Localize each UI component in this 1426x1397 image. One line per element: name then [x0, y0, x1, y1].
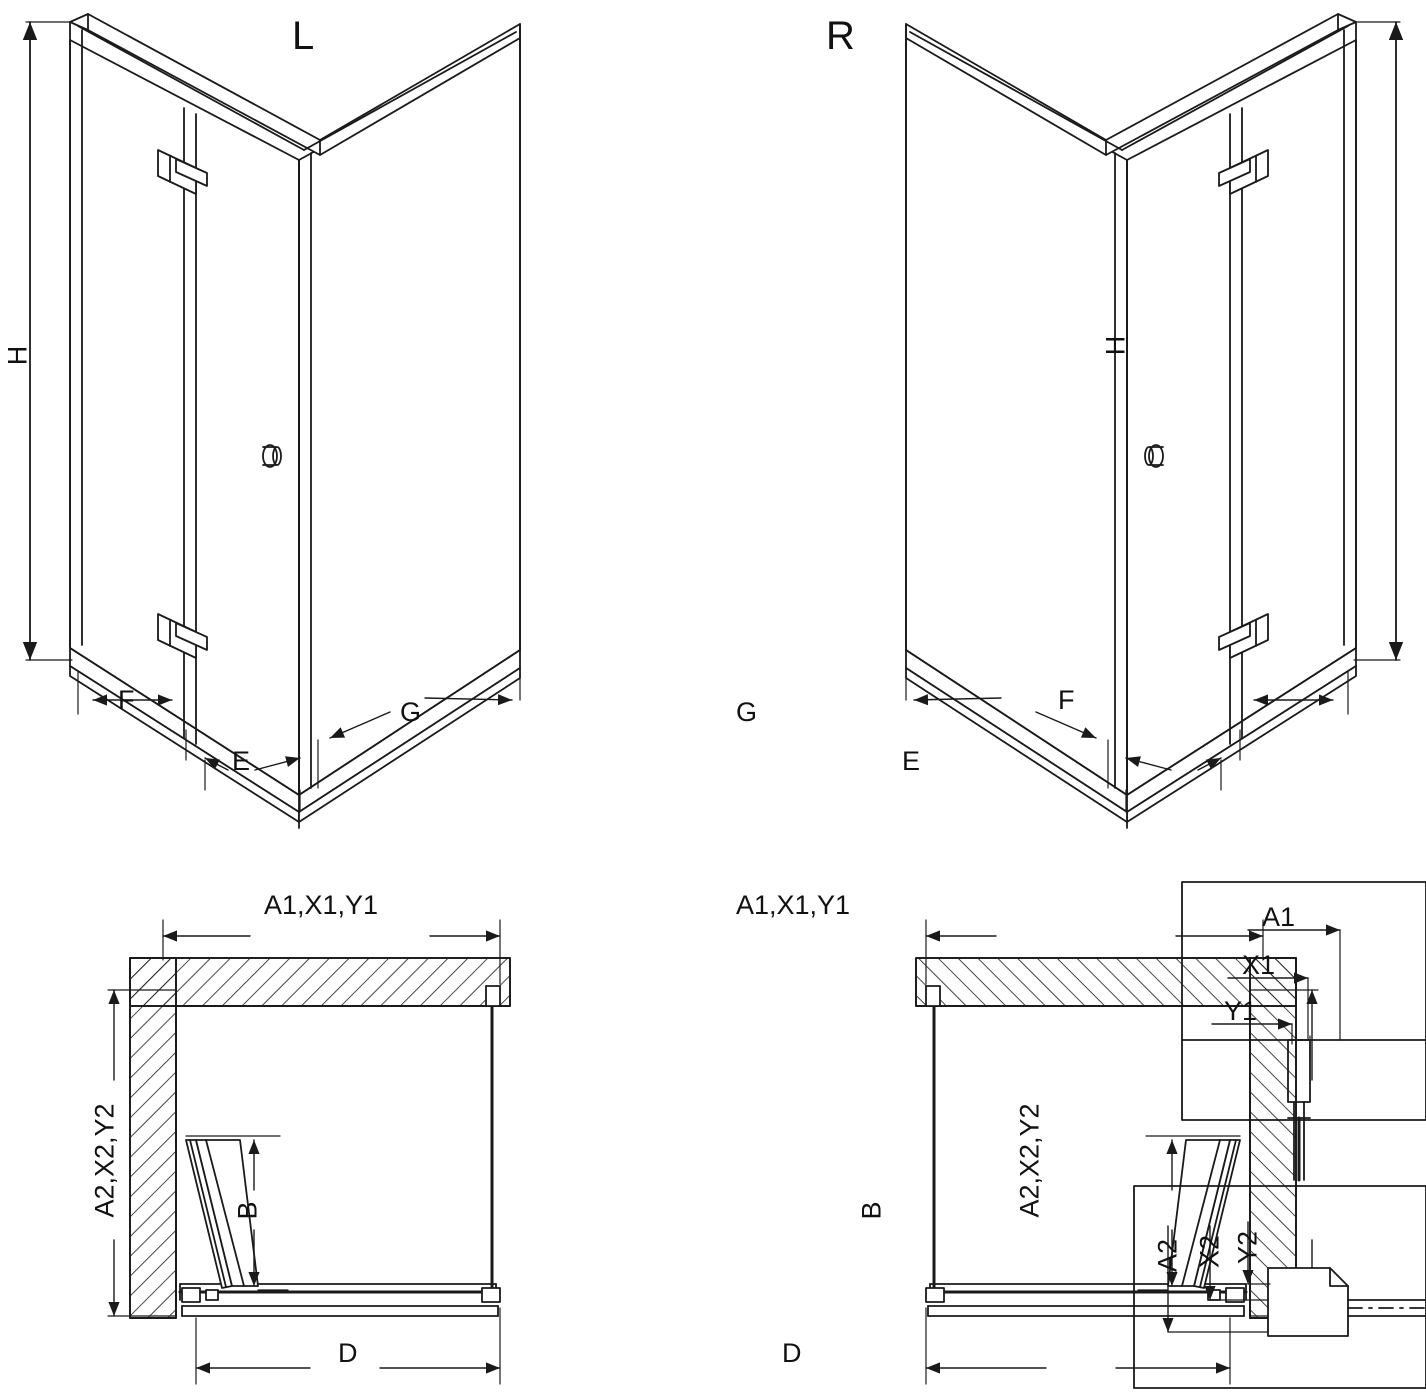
height-label-right: H [1100, 335, 1131, 356]
plan-right-side-dim: A2,X2,Y2 [1014, 1103, 1045, 1218]
detail-bottom-label-a2: A2 [1152, 1238, 1183, 1273]
detail-bottom-label-x2: X2 [1194, 1234, 1225, 1269]
plan-left-side-dim: A2,X2,Y2 [89, 1103, 120, 1218]
variant-label-right: R [826, 14, 855, 58]
iso-left-label-f: F [118, 685, 135, 715]
plan-right-top-dim: A1,X1,Y1 [736, 890, 851, 920]
plan-left-inner-dim: B [232, 1201, 263, 1220]
plan-left-bottom-dim: D [338, 1338, 358, 1368]
iso-right-label-g: G [736, 697, 758, 727]
iso-right-label-e: E [902, 746, 921, 776]
iso-view-left [26, 14, 520, 828]
plan-left-top-dim: A1,X1,Y1 [264, 890, 379, 920]
variant-label-left: L [292, 14, 315, 58]
detail-top-label-y1: Y1 [1224, 996, 1258, 1026]
plan-right-bottom-dim: D [782, 1338, 802, 1368]
detail-top-label-a1: A1 [1262, 902, 1296, 932]
plan-view-left [108, 920, 510, 1384]
detail-view-top [1182, 882, 1426, 1180]
plan-right-inner-dim: B [856, 1201, 887, 1220]
iso-left-label-e: E [232, 746, 251, 776]
iso-right-label-f: F [1058, 685, 1075, 715]
iso-left-label-g: G [400, 697, 422, 727]
detail-top-label-x1: X1 [1242, 950, 1276, 980]
detail-bottom-label-y2: Y2 [1232, 1230, 1263, 1265]
plan-view-right [916, 920, 1318, 1384]
iso-view-right [906, 14, 1400, 828]
height-label-left: H [2, 345, 33, 366]
